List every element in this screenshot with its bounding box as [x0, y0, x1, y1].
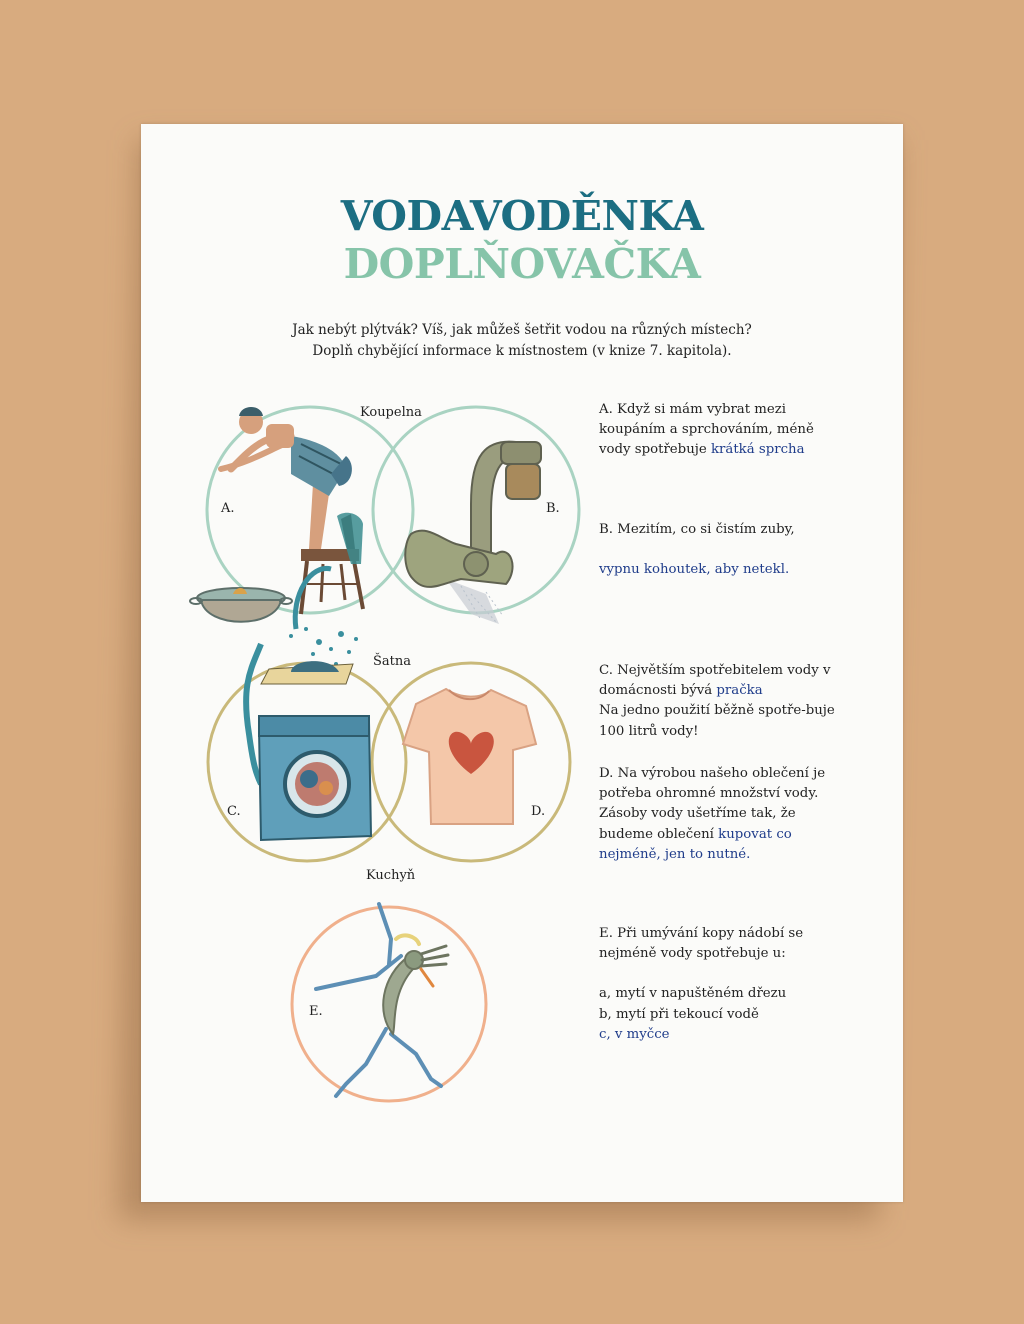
room-label-kitchen: Kuchyň [366, 868, 416, 883]
swimmer-on-chair-icon [221, 407, 363, 614]
question-c-text2: Na jedno použití běžně spotře-buje 100 litrů vody! [599, 703, 835, 739]
circle-letter-d: D. [531, 804, 546, 819]
question-e-option-a: a, mytí v napuštěném dřezu [599, 986, 787, 1002]
bathroom-circle-a [207, 407, 413, 613]
question-a [599, 400, 839, 461]
faucet-icon [405, 442, 541, 624]
worksheet-page [141, 124, 903, 1202]
question-a-answer: krátká sprcha [710, 442, 805, 458]
room-label-wardrobe: Šatna [373, 654, 412, 669]
intro-line: Doplň chybějící informace k místnostem (v knize 7. kapitola). [312, 343, 732, 359]
fork-runner-icon [316, 904, 448, 1096]
question-d-answer: kupovat co nejméně, jen to nutné. [599, 826, 792, 862]
question-e [599, 924, 839, 1045]
page-subtitle: DOPLŇOVAČKA [343, 240, 701, 288]
question-e-answer: c, v myčce [599, 1026, 670, 1042]
question-d-text: D. Na výrobou našeho oblečení je potřeba ohromné množství vody. Zásoby vody ušetříme tak, že budeme oblečení [599, 766, 826, 842]
intro-line: Jak nebýt plýtvák? Víš, jak můžeš šetřit vodou na různých místech? [292, 322, 752, 338]
question-c-text: C. Největším spotřebitelem vody v domácnosti bývá [599, 663, 831, 699]
question-c [599, 661, 839, 742]
question-d [599, 764, 839, 865]
question-c-answer: pračka [716, 683, 763, 699]
question-e-text: E. Při umývání kopy nádobí se nejméně vody spotřebuje u: [599, 926, 804, 962]
circle-letter-b: B. [546, 501, 560, 516]
room-label-bathroom: Koupelna [360, 405, 422, 420]
question-b [599, 520, 839, 580]
page-title: VODAVODĚNKA [340, 192, 704, 240]
wash-bowl-icon [190, 588, 292, 622]
circle-letter-a: A. [221, 501, 235, 516]
tshirt-heart-icon [403, 689, 536, 824]
question-e-option-b: b, mytí při tekoucí vodě [599, 1006, 759, 1022]
question-b-text: B. Mezitím, co si čistím zuby, [599, 522, 795, 537]
circle-letter-c: C. [227, 804, 241, 819]
question-b-answer: vypnu kohoutek, aby netekl. [599, 562, 790, 578]
question-a-text: A. Když si mám vybrat mezi koupáním a sprchováním, méně vody spotřebuje [599, 402, 814, 458]
circle-letter-e: E. [309, 1004, 323, 1019]
